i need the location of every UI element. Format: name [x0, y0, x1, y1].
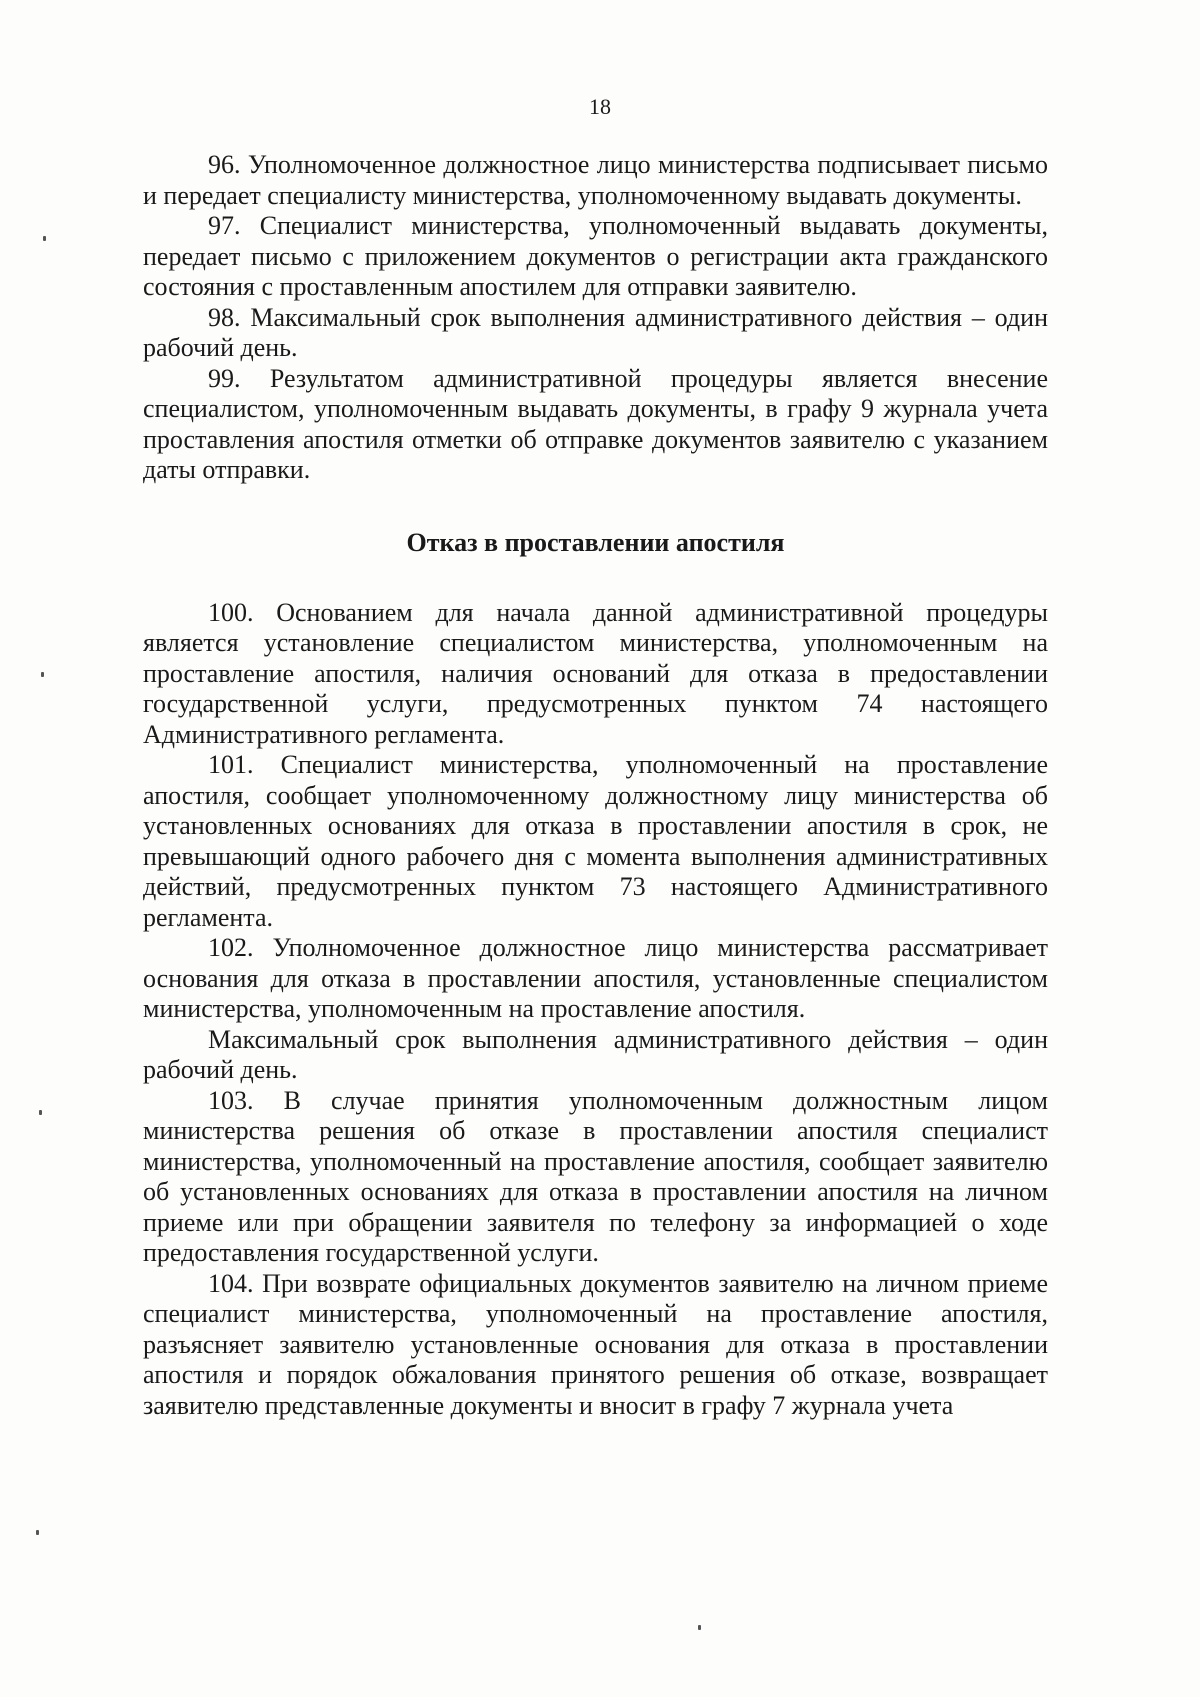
- scan-speck: [39, 1110, 42, 1115]
- paragraph-98: 98. Максимальный срок выполнения административного действия – один рабочий день.: [143, 302, 1048, 362]
- paragraph-99: 99. Результатом административной процедуры является внесение специалистом, уполномоченным выдавать документы, в графу 9 журнала учета проставления апостиля отметки об отправке документов заявителю с указанием даты отправки.: [143, 363, 1048, 484]
- page-number: 18: [589, 94, 611, 119]
- document-body: [143, 150, 1048, 1421]
- scan-speck: [36, 1530, 39, 1535]
- paragraph-104: 104. При возврате официальных документов заявителю на личном приеме специалист министерства, уполномоченный на проставление апостиля, разъясняет заявителю установленные основания для отказа в проставлении апостиля и порядок обжалования принятого решения об отказе, возвращает заявителю представленные документы и вносит в графу 7 журнала учета: [143, 1268, 1048, 1420]
- section-heading: Отказ в проставлении апостиля: [406, 527, 785, 557]
- paragraph-97: 97. Специалист министерства, уполномоченный выдавать документы, передает письмо с приложением документов о регистрации акта гражданского состояния с проставленным апостилем для отправки заявителю.: [143, 211, 1048, 301]
- paragraph-102-deadline: Максимальный срок выполнения административного действия – один рабочий день.: [143, 1024, 1048, 1084]
- paragraph-103: 103. В случае принятия уполномоченным должностным лицом министерства решения об отказе в проставлении апостиля специалист министерства, уполномоченный на проставление апостиля, сообщает заявителю об установленных основаниях для отказа в проставлении апостиля на личном приеме или при обращении заявителя по телефону за информацией о ходе предоставления государственной услуги.: [143, 1085, 1048, 1267]
- scan-speck: [698, 1625, 701, 1630]
- scan-speck: [41, 672, 44, 677]
- paragraph-101: 101. Специалист министерства, уполномоченный на проставление апостиля, сообщает уполномоченному должностному лицу министерства об установленных основаниях для отказа в проставлении апостиля в срок, не превышающий одного рабочего дня с момента выполнения административных действий, предусмотренных пунктом 73 настоящего Административного регламента.: [143, 750, 1048, 932]
- paragraph-100: 100. Основанием для начала данной административной процедуры является установление специалистом министерства, уполномоченным на проставление апостиля, наличия оснований для отказа в предоставлении государственной услуги, предусмотренных пунктом 74 настоящего Административного регламента.: [143, 597, 1048, 749]
- paragraph-102: 102. Уполномоченное должностное лицо министерства рассматривает основания для отказа в проставлении апостиля, установленные специалистом министерства, уполномоченным на проставление апостиля.: [143, 933, 1048, 1023]
- paragraph-96: 96. Уполномоченное должностное лицо министерства подписывает письмо и передает специалисту министерства, уполномоченному выдавать документы.: [143, 150, 1048, 210]
- scan-speck: [43, 236, 46, 241]
